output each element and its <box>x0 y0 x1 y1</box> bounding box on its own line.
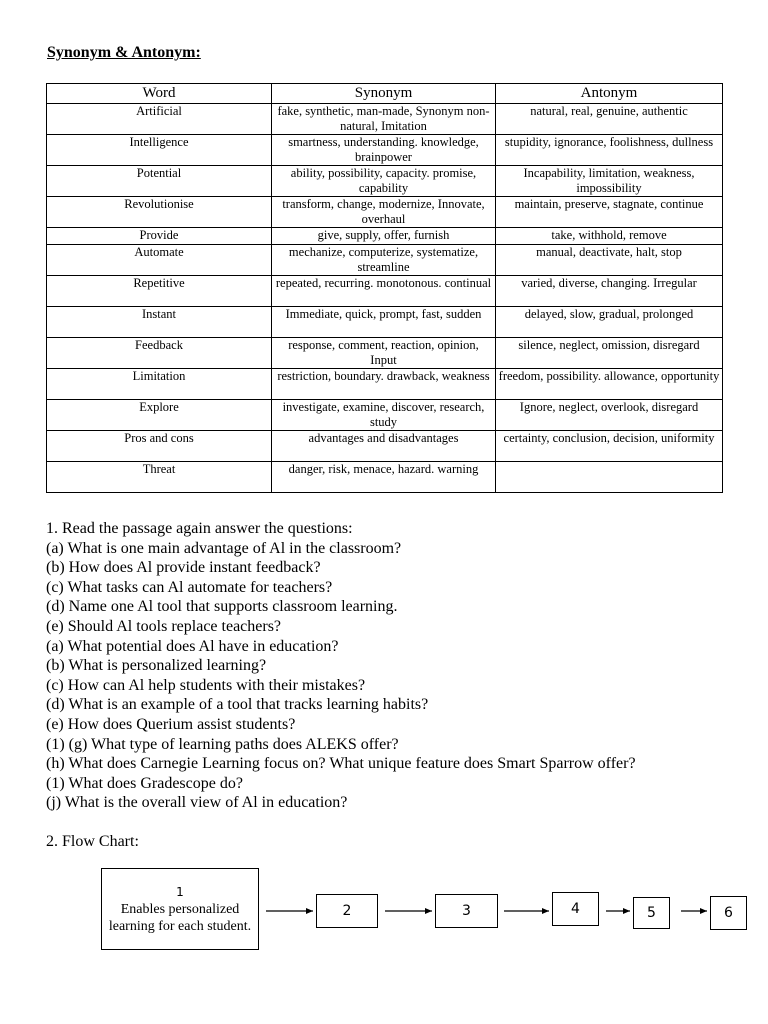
flow-box-2: 2 <box>316 894 378 928</box>
synonym-cell: transform, change, modernize, Innovate, overhaul <box>272 197 496 228</box>
word-cell: Instant <box>47 307 272 338</box>
question-item: (j) What is the overall view of Al in education? <box>46 794 348 812</box>
header-word: Word <box>47 84 272 104</box>
questions-heading: 1. Read the passage again answer the questions: <box>46 520 353 537</box>
synonym-cell: repeated, recurring. monotonous. continual <box>272 276 496 307</box>
question-item: (d) Name one Al tool that supports classroom learning. <box>46 598 398 616</box>
word-cell: Limitation <box>47 369 272 400</box>
page-title: Synonym & Antonym: <box>47 44 201 61</box>
synonym-cell: fake, synthetic, man-made, Synonym non-natural, Imitation <box>272 104 496 135</box>
antonym-cell: manual, deactivate, halt, stop <box>496 245 723 276</box>
antonym-cell: certainty, conclusion, decision, uniformity <box>496 431 723 462</box>
synonym-cell: danger, risk, menace, hazard. warning <box>272 462 496 493</box>
flow-box-5: 5 <box>633 897 670 929</box>
flow-box-1-number: 1 <box>176 884 184 899</box>
word-cell: Intelligence <box>47 135 272 166</box>
question-item: (a) What is one main advantage of Al in the classroom? <box>46 539 402 557</box>
flow-box-4: 4 <box>552 892 599 926</box>
word-cell: Repetitive <box>47 276 272 307</box>
header-antonym: Antonym <box>496 84 723 104</box>
question-item: (h) What does Carnegie Learning focus on? What unique feature does Smart Sparrow offer? <box>46 755 636 773</box>
flow-chart-title: 2. Flow Chart: <box>46 833 139 850</box>
question-item: (1) What does Gradescope do? <box>46 774 243 792</box>
header-synonym: Synonym <box>272 84 496 104</box>
antonym-cell: Incapability, limitation, weakness, impossibility <box>496 166 723 197</box>
antonym-cell: silence, neglect, omission, disregard <box>496 338 723 369</box>
antonym-cell: stupidity, ignorance, foolishness, dullness <box>496 135 723 166</box>
word-cell: Threat <box>47 462 272 493</box>
word-cell: Feedback <box>47 338 272 369</box>
synonym-cell: restriction, boundary. drawback, weakness <box>272 369 496 400</box>
flow-box-1-text: Enables personalized learning for each student. <box>108 901 252 934</box>
question-item: (c) What tasks can Al automate for teachers? <box>46 578 333 596</box>
word-cell: Revolutionise <box>47 197 272 228</box>
antonym-cell: take, withhold, remove <box>496 228 723 245</box>
question-item: (e) Should Al tools replace teachers? <box>46 617 282 635</box>
word-cell: Explore <box>47 400 272 431</box>
synonym-cell: response, comment, reaction, opinion, Input <box>272 338 496 369</box>
synonym-cell: Immediate, quick, prompt, fast, sudden <box>272 307 496 338</box>
antonym-cell: Ignore, neglect, overlook, disregard <box>496 400 723 431</box>
question-item: (1) (g) What type of learning paths does ALEKS offer? <box>46 735 399 753</box>
antonym-cell: delayed, slow, gradual, prolonged <box>496 307 723 338</box>
question-item: (d) What is an example of a tool that tracks learning habits? <box>46 696 429 714</box>
antonym-cell: natural, real, genuine, authentic <box>496 104 723 135</box>
word-cell: Potential <box>47 166 272 197</box>
synonym-cell: ability, possibility, capacity. promise, capability <box>272 166 496 197</box>
word-cell: Artificial <box>47 104 272 135</box>
synonym-cell: mechanize, computerize, systematize, streamline <box>272 245 496 276</box>
question-item: (e) How does Querium assist students? <box>46 715 296 733</box>
question-item: (a) What potential does Al have in education? <box>46 637 339 655</box>
synonym-cell: advantages and disadvantages <box>272 431 496 462</box>
synonym-cell: smartness, understanding. knowledge, brainpower <box>272 135 496 166</box>
flow-box-3: 3 <box>435 894 498 928</box>
antonym-cell: freedom, possibility. allowance, opportunity <box>496 369 723 400</box>
antonym-cell: maintain, preserve, stagnate, continue <box>496 197 723 228</box>
synonym-cell: give, supply, offer, furnish <box>272 228 496 245</box>
flow-box-6: 6 <box>710 896 747 930</box>
synonym-cell: investigate, examine, discover, research, study <box>272 400 496 431</box>
question-item: (b) What is personalized learning? <box>46 657 267 675</box>
question-item: (c) How can Al help students with their mistakes? <box>46 676 366 694</box>
word-cell: Automate <box>47 245 272 276</box>
word-cell: Pros and cons <box>47 431 272 462</box>
word-cell: Provide <box>47 228 272 245</box>
question-item: (b) How does Al provide instant feedback? <box>46 559 321 577</box>
flow-box-1 <box>101 868 259 950</box>
antonym-cell: varied, diverse, changing. Irregular <box>496 276 723 307</box>
